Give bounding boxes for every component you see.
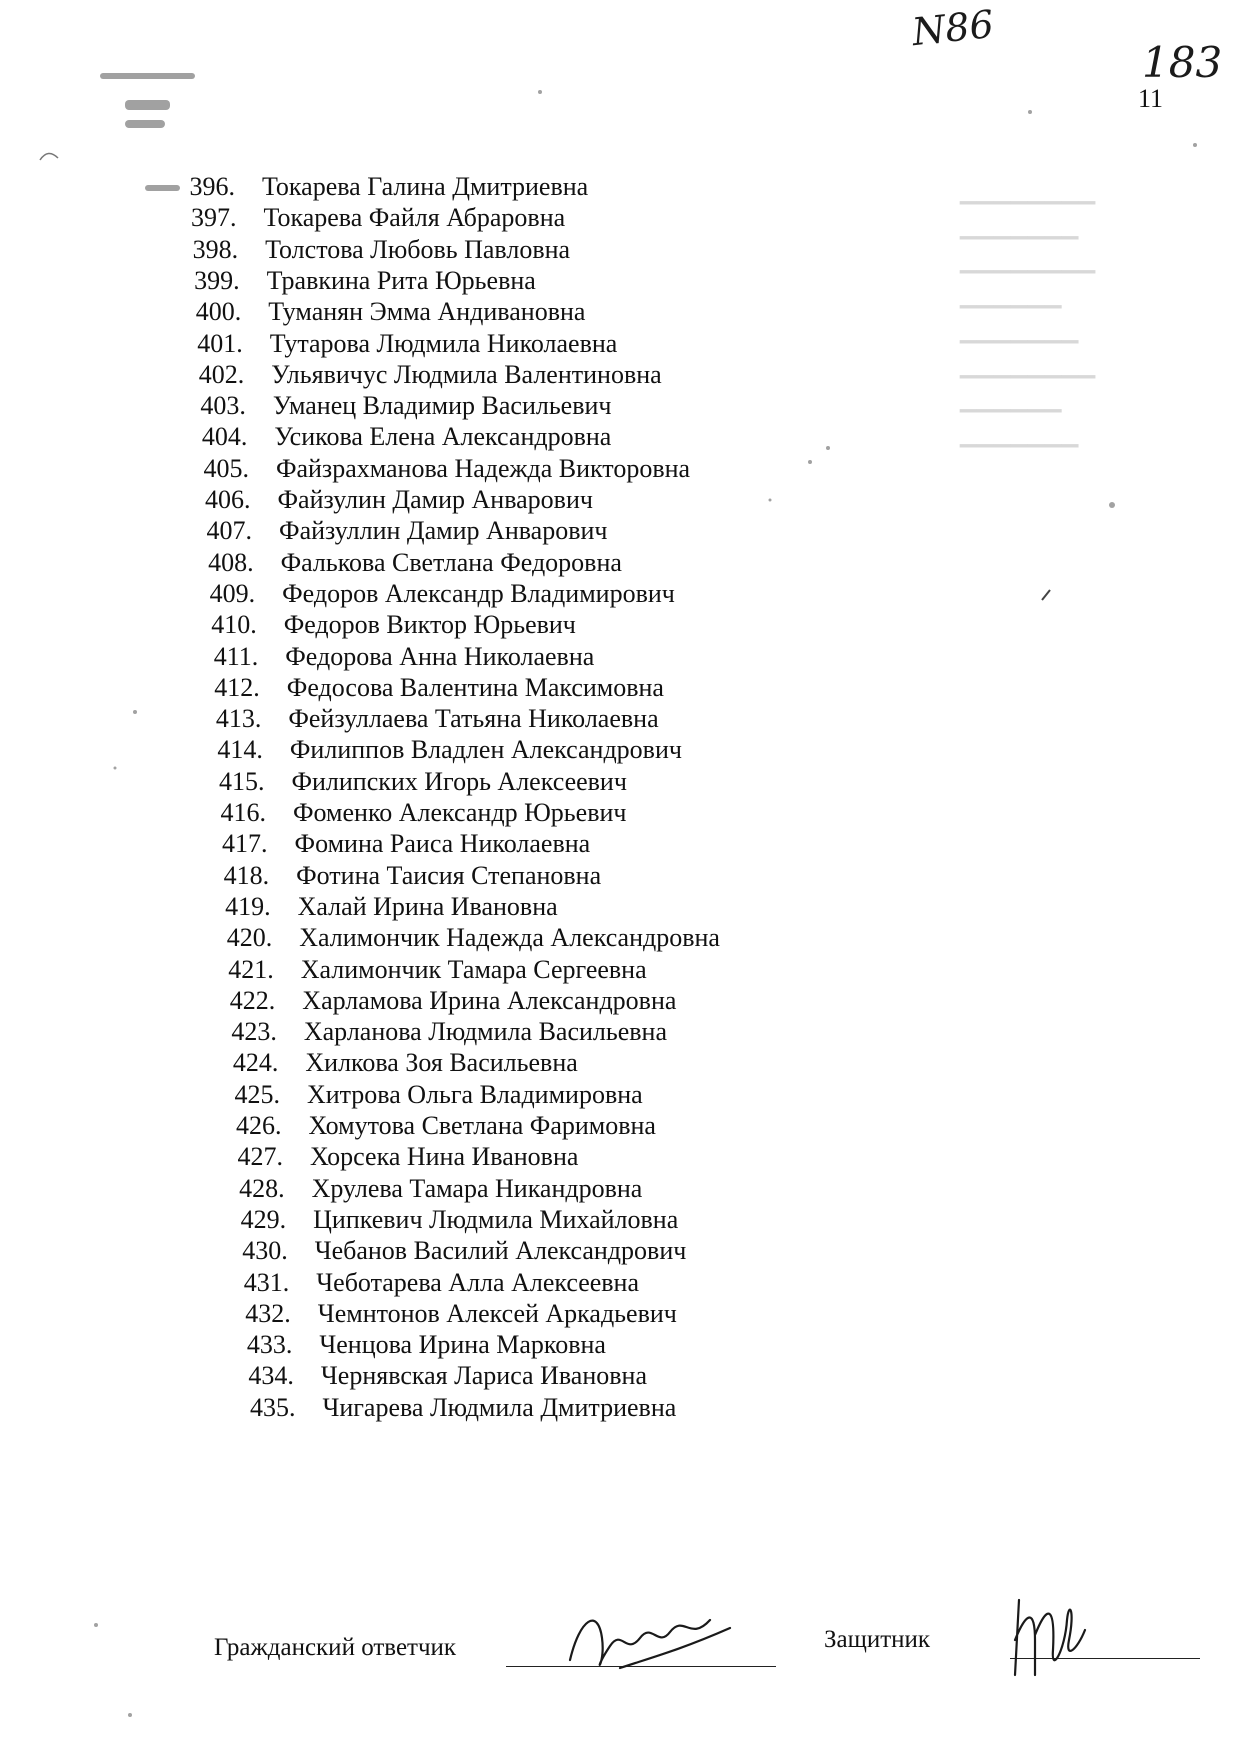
- list-item-number: 418.: [223, 860, 270, 890]
- list-item-full-name: Файзрахманова Надежда Викторовна: [275, 453, 691, 483]
- list-item-full-name: Харламова Ирина Александровна: [302, 985, 677, 1015]
- list-item-number: 420.: [226, 923, 273, 953]
- case-number-handwritten: N86: [909, 1, 996, 55]
- list-item-full-name: Филиппов Владлен Александрович: [289, 735, 682, 765]
- list-item-number: 432.: [245, 1298, 291, 1328]
- list-item-full-name: Фомина Раиса Николаевна: [294, 829, 591, 859]
- list-item: [220, 1393, 1120, 1427]
- list-item: [197, 923, 1097, 957]
- list-item-number: 414.: [217, 735, 263, 765]
- list-item: [163, 235, 1063, 269]
- list-item-number: 397.: [191, 203, 237, 233]
- reverse-side-bleed-through: ▁▁▁▁▁▁▁▁ ▁▁▁▁▁▁▁ ▁▁▁▁▁▁▁▁ ▁▁▁▁▁▁ ▁▁▁▁▁▁▁ ▁▁▁▁▁▁▁▁ ▁▁▁▁▁▁ ▁▁▁▁▁▁▁: [960, 179, 1096, 447]
- list-item: [205, 1080, 1105, 1114]
- list-item: [191, 798, 1091, 832]
- list-item-number: 421.: [228, 954, 274, 984]
- list-item-full-name: Чебанов Василий Александрович: [314, 1236, 687, 1266]
- list-item-number: 422.: [229, 985, 276, 1015]
- list-item-number: 401.: [197, 328, 243, 358]
- list-item-full-name: Туманян Эмма Андивановна: [268, 297, 586, 327]
- list-item-number: 423.: [231, 1017, 277, 1047]
- list-item-number: 400.: [195, 297, 242, 327]
- list-item: [199, 955, 1099, 989]
- list-item-number: 398.: [192, 234, 239, 264]
- list-item-full-name: Чигарева Людмила Дмитриевна: [322, 1392, 677, 1422]
- list-item: [193, 829, 1093, 863]
- list-item-number: 407.: [206, 516, 253, 546]
- list-item-number: 431.: [243, 1267, 290, 1297]
- list-item-number: 410.: [211, 610, 257, 640]
- list-item-full-name: Фалькова Светлана Федоровна: [280, 547, 622, 577]
- list-item: [203, 1048, 1103, 1082]
- list-item-number: 406.: [205, 485, 251, 514]
- list-item-full-name: Чеботарева Алла Алексеевна: [316, 1267, 640, 1297]
- list-item-full-name: Токарева Файля Абраровна: [263, 203, 566, 233]
- list-item: [208, 1142, 1108, 1176]
- list-item-number: 427.: [237, 1142, 284, 1172]
- civil-defendant-label: Гражданский ответчик: [214, 1634, 457, 1661]
- list-item-number: 404.: [201, 422, 248, 452]
- list-item-number: 399.: [194, 265, 240, 295]
- list-item-full-name: Токарева Галина Дмитриевна: [262, 172, 589, 201]
- list-item-number: 434.: [248, 1361, 294, 1391]
- list-item-full-name: Чернявская Лариса Ивановна: [320, 1361, 647, 1391]
- list-item-full-name: Фотина Таисия Степановна: [296, 860, 602, 890]
- list-item-number: 409.: [209, 578, 256, 608]
- list-item-full-name: Ченцова Ирина Марковна: [319, 1330, 606, 1360]
- list-item-number: 412.: [214, 672, 260, 702]
- civil-defendant-signature: [560, 1598, 740, 1678]
- list-item-full-name: Халай Ирина Ивановна: [297, 891, 558, 921]
- list-item: [177, 516, 1077, 550]
- list-item: [160, 172, 1060, 206]
- list-item-full-name: Федоров Александр Владимирович: [282, 578, 675, 608]
- list-item-full-name: Харланова Людмила Васильевна: [303, 1017, 668, 1047]
- list-item-number: 430.: [242, 1236, 288, 1266]
- list-item: [210, 1174, 1110, 1208]
- list-item: [162, 203, 1062, 237]
- list-item-full-name: Файзуллин Дамир Анварович: [279, 516, 608, 546]
- list-item: [185, 673, 1085, 707]
- list-item: [217, 1330, 1117, 1364]
- list-item: [189, 767, 1089, 801]
- list-item-full-name: Халимончик Тамара Сергеевна: [300, 954, 647, 984]
- list-item-full-name: Хомутова Светлана Фаримовна: [308, 1111, 656, 1140]
- list-item-number: 415.: [218, 766, 265, 796]
- list-item-full-name: Уманец Владимир Васильевич: [272, 391, 612, 421]
- list-item-number: 429.: [240, 1204, 287, 1234]
- list-item: [214, 1268, 1114, 1302]
- list-item-full-name: Файзулин Дамир Анварович: [277, 485, 593, 514]
- list-item: [186, 704, 1086, 738]
- list-item: [172, 422, 1072, 456]
- list-item: [200, 986, 1100, 1020]
- list-item-number: 403.: [200, 391, 246, 421]
- list-item: [194, 861, 1094, 895]
- list-item: [213, 1236, 1113, 1270]
- list-item-full-name: Тутарова Людмила Николаевна: [269, 328, 618, 358]
- defender-signature: [1005, 1580, 1095, 1690]
- list-item-full-name: Федорова Анна Николаевна: [285, 641, 595, 671]
- list-item-number: 425.: [234, 1079, 280, 1109]
- defender-label: Защитник: [824, 1626, 931, 1653]
- list-item-number: 417.: [222, 829, 268, 859]
- sheet-number-handwritten: 183: [1142, 38, 1223, 87]
- list-item-full-name: Хилкова Зоя Васильевна: [305, 1048, 578, 1078]
- list-item-full-name: Фоменко Александр Юрьевич: [293, 798, 627, 827]
- list-item: [171, 391, 1071, 425]
- list-item-number: 433.: [246, 1330, 293, 1360]
- list-item: [211, 1205, 1111, 1239]
- list-item: [207, 1111, 1107, 1145]
- list-item-number: 408.: [208, 547, 254, 577]
- list-item-full-name: Хорсека Нина Ивановна: [310, 1142, 579, 1172]
- list-item-number: 435.: [249, 1392, 296, 1422]
- list-item-full-name: Ульявичус Людмила Валентиновна: [271, 359, 662, 389]
- list-item: [196, 892, 1096, 926]
- list-item-full-name: Халимончик Надежда Александровна: [299, 923, 720, 953]
- list-item: [183, 642, 1083, 676]
- page-number: 11: [1138, 84, 1164, 113]
- list-item-number: 411.: [213, 641, 259, 671]
- list-item: [182, 610, 1082, 644]
- list-item-full-name: Федоров Виктор Юрьевич: [283, 610, 576, 640]
- list-item-number: 396.: [189, 172, 235, 201]
- list-item-full-name: Фейзуллаева Татьяна Николаевна: [288, 704, 659, 734]
- list-item-full-name: Хитрова Ольга Владимировна: [306, 1079, 643, 1109]
- list-item: [174, 454, 1074, 488]
- list-item: [165, 266, 1065, 300]
- list-item-number: 402.: [198, 359, 245, 389]
- list-item-number: 426.: [236, 1111, 282, 1140]
- list-item-full-name: Ципкевич Людмила Михайловна: [313, 1204, 679, 1234]
- list-item-number: 416.: [220, 798, 266, 827]
- list-item-full-name: Чемнтонов Алексей Аркадьевич: [317, 1298, 677, 1328]
- list-item: [219, 1361, 1119, 1395]
- list-item-number: 428.: [239, 1173, 285, 1203]
- list-item: [168, 329, 1068, 363]
- list-item: [166, 297, 1066, 331]
- list-item: [176, 485, 1076, 519]
- list-item-full-name: Усикова Елена Александровна: [274, 422, 612, 452]
- list-item-number: 405.: [203, 453, 249, 483]
- list-item: [202, 1017, 1102, 1051]
- list-item: [169, 360, 1069, 394]
- list-item: [179, 548, 1079, 582]
- list-item-number: 419.: [225, 891, 271, 921]
- list-item-number: 424.: [232, 1048, 279, 1078]
- list-item-full-name: Федосова Валентина Максимовна: [286, 672, 664, 702]
- list-item-full-name: Филипских Игорь Алексеевич: [291, 766, 627, 796]
- list-item: [188, 735, 1088, 769]
- list-item-full-name: Толстова Любовь Павловна: [265, 234, 571, 264]
- list-item-full-name: Хрулева Тамара Никандровна: [311, 1173, 643, 1203]
- list-item-full-name: Травкина Рита Юрьевна: [266, 265, 536, 295]
- list-item: [180, 579, 1080, 613]
- list-item: [216, 1299, 1116, 1333]
- list-item-number: 413.: [215, 704, 262, 734]
